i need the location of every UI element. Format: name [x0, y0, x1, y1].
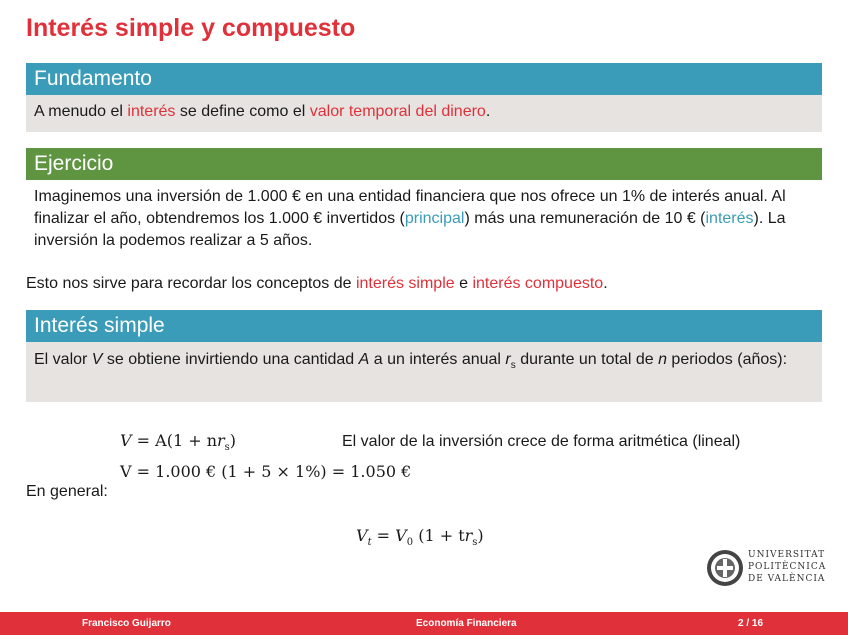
formula-simple — [120, 431, 236, 453]
fundamento-text: . — [485, 103, 491, 120]
simple-text: El valor — [34, 351, 92, 368]
concepts-text: Esto nos sirve para recordar los conceptos de — [26, 275, 356, 292]
term-interes: interés — [127, 103, 176, 120]
fundamento-text: A menudo el — [34, 103, 128, 120]
logo-line: UNIVERSITAT — [748, 550, 826, 560]
formula-example: V = 1.000 € (1 + 5 × 1%) = 1.050 € — [120, 462, 412, 481]
formula-equals: = — [371, 526, 396, 545]
ejercicio-text: Imaginemos una inversión de 1.000 € en una entidad financiera que nos ofrece un 1% de interés anual. Al finalizar el año, obtendremos los 1.000 € invertidos ( — [34, 188, 786, 227]
fundamento-heading: Fundamento — [26, 63, 822, 95]
footer-author: Francisco Guijarro — [82, 618, 171, 629]
var-r: r — [505, 351, 511, 368]
fundamento-body — [26, 95, 822, 132]
formula-v0: V — [395, 526, 407, 545]
formula-note: El valor de la inversión crece de forma aritmética (lineal) — [342, 433, 741, 450]
simple-text: a un interés anual — [369, 351, 506, 368]
var-r-subscript: s — [510, 360, 516, 372]
formula-vt-subscript: t — [367, 537, 372, 549]
ejercicio-body — [26, 182, 822, 258]
logo-line: POLITÈCNICA — [748, 562, 827, 572]
formula-vt: V — [356, 526, 368, 545]
logo-line: DE VALÈNCIA — [748, 574, 826, 584]
en-general-label: En general: — [26, 483, 108, 500]
formula-v0-subscript: 0 — [406, 537, 414, 549]
term-principal: principal — [404, 210, 465, 227]
concepts-text: . — [603, 275, 608, 292]
ejercicio-text: ). La inversión la podemos realizar a 5 años. — [34, 210, 786, 249]
formula-lhs: V — [120, 431, 132, 450]
formula-rest: (1 + t — [413, 526, 465, 545]
formula-rate-subscript: s — [224, 442, 230, 454]
formula-rhs: = A(1 + n — [131, 431, 217, 450]
formula-rate: r — [217, 431, 225, 450]
ejercicio-text: ) más una remuneración de 10 € ( — [464, 210, 706, 227]
formula-rate: r — [464, 526, 473, 545]
term-interes-simple: interés simple — [355, 275, 455, 292]
var-a: A — [358, 351, 370, 368]
simple-text: se obtiene invirtiendo una cantidad — [102, 351, 359, 368]
term-valor-temporal: valor temporal del dinero — [309, 103, 486, 120]
formula-rate-subscript: s — [472, 537, 478, 549]
simple-body — [26, 342, 822, 402]
ejercicio-heading: Ejercicio — [26, 148, 822, 180]
simple-heading: Interés simple — [26, 310, 822, 342]
simple-text: periodos (años): — [666, 351, 788, 368]
formula-paren: ) — [229, 431, 237, 450]
concepts-paragraph — [26, 273, 608, 295]
university-logo-text — [748, 549, 826, 585]
var-n: n — [658, 351, 667, 368]
term-interes-compuesto: interés compuesto — [472, 275, 604, 292]
slide-footer — [0, 612, 848, 635]
simple-text: durante un total de — [515, 351, 659, 368]
fundamento-text: se define como el — [175, 103, 310, 120]
slide-title: Interés simple y compuesto — [26, 14, 356, 42]
footer-page-number: 2 / 16 — [738, 618, 764, 629]
concepts-text: e — [454, 275, 473, 292]
term-interes: interés — [705, 210, 754, 227]
footer-course: Economía Financiera — [416, 618, 517, 629]
formula-paren: ) — [477, 526, 484, 545]
formula-general — [356, 526, 484, 548]
var-v: V — [91, 351, 103, 368]
